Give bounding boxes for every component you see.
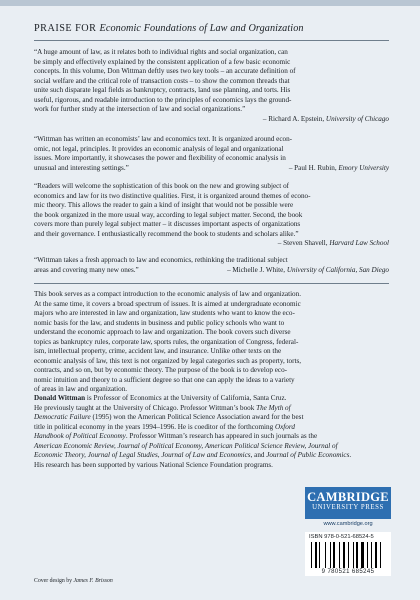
description-line: majors who are interested in law and organization, law students who want to know the eco- [34,309,295,317]
quote-line: “Wittman takes a fresh approach to law and economics, rethinking the traditional subject [34,256,288,264]
barcode-bar [365,542,366,568]
quote-epstein [34,48,389,124]
bio-line [34,451,389,461]
top-band [0,0,420,6]
quote-line: economics and law for its two distinctive qualities. First, it is organized around themes of econo- [34,191,311,200]
quote-affiliation: Emory University [338,163,389,172]
publisher-website: www.cambridge.org [323,521,373,527]
barcode-bar [318,542,319,568]
barcode-bar [327,542,329,568]
author-name: Donald Wittman [34,394,86,402]
bio-line [34,442,389,452]
quote-line: concepts. In this volume, Don Wittman deftly uses two key tools – an accurate definition of [34,67,296,75]
header-rule [34,40,389,41]
credit-label: Cover design by [34,578,74,584]
barcode-bar [367,542,368,568]
quote-line: mic theory. This allows the reader to gain a kind of insight that would not be possible were [34,201,294,209]
quote-line: be simply and effectively explained by the consistent application of a few basic economic [34,57,291,66]
quote-line: omic, not legal, principles. It provides an economic analysis of legal and organizational [34,144,284,153]
quote-line: areas and covering many new ones.” [34,265,139,274]
description-line: ism, intellectual property, crime, accident law, and insurance. Unlike other texts on the [34,347,282,355]
quote-shavell [34,182,389,249]
bio-text: is Professor of Economics at the University of California, Santa Cruz. [85,394,287,402]
barcode-bar [356,542,358,568]
quote-line: “Readers will welcome the sophistication of this book on the new and growing subject of [34,182,290,190]
barcode-bar [313,542,314,568]
bio-text: He previously taught at the University of Chicago. Professor Wittman’s book [34,403,257,412]
credit-designer: James F. Brisson [73,578,113,584]
description-line: nomic basis for the law, and students in business and public policy schools who want to [34,318,285,327]
barcode-bar [350,542,352,568]
barcode-bar [359,542,360,568]
bio-text: , and [250,451,267,459]
bio-text: (1995) won the American Political Science Association award for the best [90,413,304,421]
barcode-bar [353,542,354,568]
quote-line: and their governance. I enthusiastically recommend the book to students and scholars alike.” [34,229,299,238]
barcode-bar [361,542,364,568]
bio-line [34,394,389,404]
barcode-panel [305,532,391,576]
quote-attribution [289,164,389,174]
book-title: Economic Foundations of Law and Organization [99,23,304,34]
description-line: topics as bankruptcy rules, corporate law, sports rules, the organization of Congress, federal- [34,337,299,346]
quote-author: – Paul H. Rubin, [288,163,339,172]
quote-attribution [34,239,389,249]
quote-line: “Wittman has written an economists’ law and economics text. It is organized around econ- [34,135,293,143]
bio-text: . [349,451,352,459]
barcode-bar [331,542,332,568]
bio-journal-list: Economic Theory, Journal of Legal Studies, Journal of Law and Economics [34,451,251,459]
barcode-bar [333,542,335,568]
cover-credit [34,578,113,584]
bio-book-title: Democratic Failure [34,413,91,421]
bio-line [34,432,389,442]
bio-text: . Professor Wittman’s research has appeared in such journals as the [125,432,318,440]
author-bio [34,394,389,470]
barcode-bar [378,542,379,568]
praise-label: PRAISE FOR [34,23,100,34]
quote-line: unite such disparate legal fields as bankruptcy, contracts, land use planning, and torts. His [34,86,291,94]
publisher-logo [305,487,391,519]
barcode-bar [373,542,374,568]
bio-book-title: The Myth of [256,403,291,412]
isbn-label: ISBN 978-0-521-68524-5 [309,534,374,540]
barcode-number: 9 780521 685245 [321,569,375,575]
bio-book-title: Oxford [274,422,295,431]
barcode-bar [315,542,317,568]
praise-header [34,23,394,34]
quote-line: work for further study at the intersection of law and social organizations.” [34,105,246,113]
description-line: nomic intuition and theory to a sufficient degree so that one can apply the ideas to a variety [34,375,295,384]
quote-white [34,256,389,275]
barcode-bar [311,542,312,568]
bio-line [34,423,389,433]
barcode-bar [336,542,338,568]
barcode-bar [330,542,331,568]
bio-line [34,404,389,414]
barcode-bars [311,542,385,568]
quote-author: – Michelle J. White, [227,265,287,274]
bio-journal-list: Journal of Public Economics [266,451,350,459]
bio-book-title: Handbook of Political Economy [34,432,126,440]
section-rule [34,283,389,284]
quote-line: “A huge amount of law, as it relates both to individual rights and social organization, can [34,48,288,56]
quote-attribution [227,266,389,276]
quote-line: social welfare and the critical role of transaction costs – to show the common threads that [34,76,290,85]
bio-line [34,413,389,423]
barcode-bar [348,542,349,568]
barcode-bar [339,542,340,568]
barcode-bar [380,542,381,568]
quote-rubin [34,135,389,173]
quote-line: useful, rigorous, and readable introduction to the principles of economics lays the ground- [34,95,292,104]
barcode-bar [343,542,346,568]
barcode-bar [355,542,356,568]
description-line: contracts, and so on, but by economic theory. The purpose of the book is to develop eco- [34,366,288,374]
bio-journal-list: American Economic Review, Journal of Political Economy, American Political Science Review, Journal of [34,441,338,450]
quote-line: unusual and interesting settings.” [34,163,129,172]
description-line: At the same time, it covers a broad spectrum of issues. It is aimed at undergraduate economic [34,299,301,308]
barcode-bar [381,542,384,568]
quote-line: the book organized in the more usual way, according to legal subject matter. Second, the book [34,210,303,219]
bio-text: title in political economy in the years 1994–1996. He is coeditor of the forthcoming [34,422,275,431]
quote-line: covers more than purely legal subject matter – it discusses important aspects of organizations [34,220,301,228]
quote-affiliation: University of Chicago [325,114,389,123]
barcode-bar [341,542,342,568]
description-line: of areas in law and organization. [34,385,128,393]
description-line: understand the economic approach to law and organization. The book covers such diverse [34,328,291,336]
publisher-name: CAMBRIDGE [307,490,389,504]
quote-attribution [34,115,389,125]
bio-line: His research has been supported by various National Science Foundation programs. [34,460,273,469]
barcode-bar [346,542,347,568]
quote-author: – Steven Shavell, [277,239,330,247]
book-description [34,290,389,395]
barcode-bar [325,542,326,568]
barcode-bar [375,542,377,568]
barcode-bar [321,542,324,568]
quote-affiliation: University of California, San Diego [286,265,389,274]
barcode-bar [371,542,372,568]
description-line: This book serves as a compact introduction to the economic analysis of law and organization. [34,290,301,298]
quote-line: issues. More importantly, it showcases the power and flexibility of economic analysis in [34,154,286,162]
barcode-bar [368,542,370,568]
publisher-subtitle: UNIVERSITY PRESS [312,504,384,511]
quote-affiliation: Harvard Law School [329,239,389,247]
barcode-bar [319,542,320,568]
quote-author: – Richard A. Epstein, [262,114,326,123]
description-line: economic analysis of law, this text is not organized by legal categories such as property, torts, [34,356,302,365]
